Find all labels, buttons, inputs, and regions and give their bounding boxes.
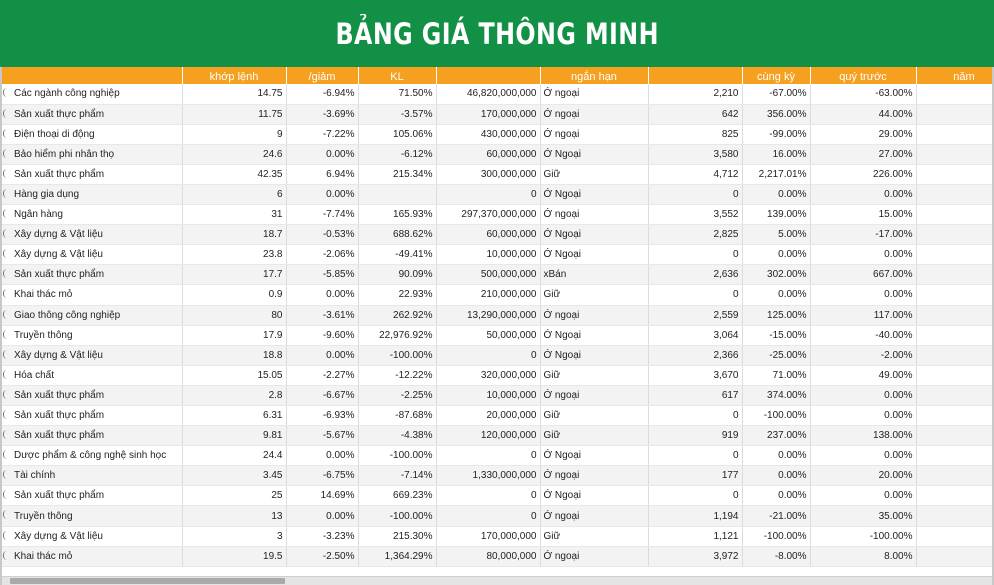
table-cell — [916, 546, 994, 566]
table-cell: 0 — [436, 345, 540, 365]
table-cell: -17.00% — [810, 225, 916, 245]
table-row[interactable] — [2, 466, 994, 486]
industry-cell: Sản xuất thực phẩm — [2, 426, 182, 446]
table-cell: 20.00% — [810, 466, 916, 486]
table-cell: 3,552 — [648, 205, 742, 225]
table-cell — [916, 144, 994, 164]
table-cell: 0.00% — [286, 144, 358, 164]
industry-cell: Giao thông công nghiệp — [2, 305, 182, 325]
table-cell: 13 — [182, 506, 286, 526]
table-cell: 1,330,000,000 — [436, 466, 540, 486]
table-cell: 24.6 — [182, 144, 286, 164]
table-cell: -12.22% — [358, 365, 436, 385]
table-cell: 2,636 — [648, 265, 742, 285]
table-cell: 0 — [648, 486, 742, 506]
table-cell: 374.00% — [742, 385, 810, 405]
table-cell: 20,000,000 — [436, 406, 540, 426]
table-cell: -100.00% — [358, 506, 436, 526]
table-cell: 177 — [648, 466, 742, 486]
table-row[interactable] — [2, 305, 994, 325]
recommendation-cell: Ớ Ngoại — [540, 345, 648, 365]
recommendation-cell: Ớ ngoại — [540, 546, 648, 566]
recommendation-cell: Ớ Ngoại — [540, 486, 648, 506]
table-cell: 3,972 — [648, 546, 742, 566]
table-row[interactable] — [2, 446, 994, 466]
table-row[interactable] — [2, 184, 994, 204]
table-cell: 22.93% — [358, 285, 436, 305]
table-cell — [916, 345, 994, 365]
table-cell: 17.7 — [182, 265, 286, 285]
table-cell: -5.67% — [286, 426, 358, 446]
table-cell: -87.68% — [358, 406, 436, 426]
table-cell: -2.00% — [810, 345, 916, 365]
table-cell: 210,000,000 — [436, 285, 540, 305]
recommendation-cell: Ớ Ngoại — [540, 225, 648, 245]
table-cell: 0.00% — [742, 184, 810, 204]
table-cell: 3,064 — [648, 325, 742, 345]
table-cell: 0.00% — [810, 486, 916, 506]
table-cell: 13,290,000,000 — [436, 305, 540, 325]
table-cell: 0.00% — [810, 245, 916, 265]
table-cell: 2,825 — [648, 225, 742, 245]
table-cell: 50,000,000 — [436, 325, 540, 345]
recommendation-cell: Ớ ngoại — [540, 506, 648, 526]
table-cell: 80,000,000 — [436, 546, 540, 566]
table-row[interactable] — [2, 205, 994, 225]
table-cell: -9.60% — [286, 325, 358, 345]
table-cell: 0 — [436, 486, 540, 506]
table-cell: 688.62% — [358, 225, 436, 245]
table-cell: 0.00% — [286, 184, 358, 204]
table-cell: 300,000,000 — [436, 164, 540, 184]
table-cell — [916, 225, 994, 245]
table-cell — [916, 184, 994, 204]
recommendation-cell: Giữ — [540, 406, 648, 426]
table-cell: -49.41% — [358, 245, 436, 265]
table-cell: 617 — [648, 385, 742, 405]
table-cell — [916, 265, 994, 285]
industry-cell: Sản xuất thực phẩm — [2, 265, 182, 285]
recommendation-cell: Giữ — [540, 365, 648, 385]
table-cell: 0 — [648, 285, 742, 305]
table-cell: 0 — [648, 245, 742, 265]
table-cell: 0 — [436, 446, 540, 466]
table-cell: 0 — [648, 446, 742, 466]
industry-cell: Tài chính — [2, 466, 182, 486]
table-cell: -5.85% — [286, 265, 358, 285]
table-cell — [916, 365, 994, 385]
recommendation-cell: Ớ Ngoại — [540, 144, 648, 164]
table-cell — [916, 406, 994, 426]
table-cell: -6.75% — [286, 466, 358, 486]
table-cell: 25 — [182, 486, 286, 506]
column-header[interactable]: quý trước — [810, 67, 916, 84]
industry-cell: Khai thác mỏ — [2, 285, 182, 305]
table-cell: 2,559 — [648, 305, 742, 325]
table-cell — [916, 526, 994, 546]
table-cell: 2.8 — [182, 385, 286, 405]
table-cell: 5.00% — [742, 225, 810, 245]
industry-cell: Sản xuất thực phẩm — [2, 486, 182, 506]
recommendation-cell: Ớ ngoại — [540, 385, 648, 405]
table-cell: 71.00% — [742, 365, 810, 385]
table-row[interactable] — [2, 285, 994, 305]
table-cell: -4.38% — [358, 426, 436, 446]
table-cell: 16.00% — [742, 144, 810, 164]
table-cell — [916, 124, 994, 144]
table-cell: 302.00% — [742, 265, 810, 285]
table-cell: 215.34% — [358, 164, 436, 184]
table-cell: -8.00% — [742, 546, 810, 566]
horizontal-scrollbar[interactable] — [2, 576, 994, 585]
table-row[interactable] — [2, 406, 994, 426]
table-cell: 10,000,000 — [436, 245, 540, 265]
table-cell: -3.61% — [286, 305, 358, 325]
table-cell: 18.8 — [182, 345, 286, 365]
table-cell: 2,210 — [648, 84, 742, 104]
column-header[interactable] — [2, 67, 182, 84]
table-cell: 60,000,000 — [436, 144, 540, 164]
table-cell: 0.00% — [742, 245, 810, 265]
industry-cell: Hàng gia dụng — [2, 184, 182, 204]
table-row[interactable] — [2, 84, 994, 104]
table-cell: -3.69% — [286, 104, 358, 124]
table-cell: -7.14% — [358, 466, 436, 486]
table-row[interactable] — [2, 385, 994, 405]
table-header — [2, 67, 994, 84]
table-cell: 0.9 — [182, 285, 286, 305]
table-cell: 90.09% — [358, 265, 436, 285]
table-row[interactable] — [2, 225, 994, 245]
industry-cell: Ngân hàng — [2, 205, 182, 225]
table-row[interactable] — [2, 345, 994, 365]
recommendation-cell: Ớ ngoại — [540, 205, 648, 225]
table-cell: -2.27% — [286, 365, 358, 385]
table-cell: -0.53% — [286, 225, 358, 245]
recommendation-cell: Ớ Ngoại — [540, 184, 648, 204]
table-cell: 8.00% — [810, 546, 916, 566]
table-cell: 0.00% — [742, 285, 810, 305]
table-cell: 297,370,000,000 — [436, 205, 540, 225]
table-cell: -2.50% — [286, 546, 358, 566]
table-cell — [358, 184, 436, 204]
table-cell — [916, 506, 994, 526]
table-cell: -6.93% — [286, 406, 358, 426]
table-cell: 0.00% — [742, 466, 810, 486]
column-header[interactable]: năm — [916, 67, 994, 84]
recommendation-cell: Giữ — [540, 164, 648, 184]
table-cell: -100.00% — [742, 526, 810, 546]
table-cell: 6.31 — [182, 406, 286, 426]
table-cell: 105.06% — [358, 124, 436, 144]
industry-cell: Xây dựng & Vật liệu — [2, 345, 182, 365]
table-cell: 14.75 — [182, 84, 286, 104]
table-cell: 0 — [436, 506, 540, 526]
table-cell — [916, 426, 994, 446]
table-cell: -7.74% — [286, 205, 358, 225]
industry-cell: Hóa chất — [2, 365, 182, 385]
industry-cell: Truyền thông — [2, 325, 182, 345]
table-cell: 215.30% — [358, 526, 436, 546]
table-row[interactable] — [2, 144, 994, 164]
table-cell — [916, 104, 994, 124]
industry-cell: Dược phẩm & công nghệ sinh học — [2, 446, 182, 466]
table-cell: 165.93% — [358, 205, 436, 225]
table-cell: 919 — [648, 426, 742, 446]
table-cell: 356.00% — [742, 104, 810, 124]
industry-cell: Các ngành công nghiệp — [2, 84, 182, 104]
recommendation-cell: Ớ Ngoại — [540, 325, 648, 345]
table-cell: 0.00% — [810, 406, 916, 426]
table-cell: -6.67% — [286, 385, 358, 405]
table-cell: 24.4 — [182, 446, 286, 466]
table-cell — [916, 245, 994, 265]
table-row[interactable] — [2, 325, 994, 345]
table-cell: 6 — [182, 184, 286, 204]
table-cell — [916, 466, 994, 486]
table-cell: 19.5 — [182, 546, 286, 566]
table-cell: 3 — [182, 526, 286, 546]
table-cell: 669.23% — [358, 486, 436, 506]
table-cell: 3,670 — [648, 365, 742, 385]
recommendation-cell: Ớ ngoại — [540, 124, 648, 144]
table-cell: 0.00% — [810, 385, 916, 405]
table-cell: 825 — [648, 124, 742, 144]
table-cell: 9.81 — [182, 426, 286, 446]
table-cell — [916, 205, 994, 225]
table-cell: 60,000,000 — [436, 225, 540, 245]
table-row[interactable] — [2, 164, 994, 184]
table-row[interactable] — [2, 546, 994, 566]
table-cell: -25.00% — [742, 345, 810, 365]
table-cell: 0.00% — [286, 506, 358, 526]
table-cell: 0.00% — [810, 285, 916, 305]
table-cell: 667.00% — [810, 265, 916, 285]
scrollbar-thumb[interactable] — [10, 578, 285, 584]
table-cell: 320,000,000 — [436, 365, 540, 385]
table-cell: 22,976.92% — [358, 325, 436, 345]
industry-cell: Khai thác mỏ — [2, 546, 182, 566]
table-cell: 1,121 — [648, 526, 742, 546]
table-cell: 80 — [182, 305, 286, 325]
table-row[interactable] — [2, 486, 994, 506]
table-cell: -100.00% — [742, 406, 810, 426]
table-cell: 17.9 — [182, 325, 286, 345]
table-cell: 23.8 — [182, 245, 286, 265]
table-cell: -15.00% — [742, 325, 810, 345]
table-cell: 0 — [436, 184, 540, 204]
table-cell — [916, 486, 994, 506]
column-header[interactable] — [648, 67, 742, 84]
table-cell: 29.00% — [810, 124, 916, 144]
industry-cell: Xây dựng & Vật liệu — [2, 245, 182, 265]
table-cell: 0.00% — [286, 345, 358, 365]
industry-cell: Truyền thông — [2, 506, 182, 526]
column-header[interactable]: /giảm — [286, 67, 358, 84]
recommendation-cell: Ớ ngoại — [540, 305, 648, 325]
recommendation-cell: Giữ — [540, 285, 648, 305]
table-cell: 0.00% — [742, 446, 810, 466]
table-cell: -100.00% — [358, 446, 436, 466]
table-cell: -2.25% — [358, 385, 436, 405]
table-cell — [916, 385, 994, 405]
industry-cell: Xây dựng & Vật liệu — [2, 225, 182, 245]
table-cell: 170,000,000 — [436, 104, 540, 124]
table-cell: 237.00% — [742, 426, 810, 446]
table-cell: 2,366 — [648, 345, 742, 365]
table-cell: 35.00% — [810, 506, 916, 526]
table-cell: -99.00% — [742, 124, 810, 144]
recommendation-cell: xBán — [540, 265, 648, 285]
title-banner — [0, 0, 994, 67]
table-cell: 262.92% — [358, 305, 436, 325]
table-cell: 120,000,000 — [436, 426, 540, 446]
table-cell: 15.00% — [810, 205, 916, 225]
table-cell: 139.00% — [742, 205, 810, 225]
table-row[interactable] — [2, 506, 994, 526]
header-row — [2, 67, 994, 84]
table-cell: 3.45 — [182, 466, 286, 486]
recommendation-cell: Giữ — [540, 426, 648, 446]
column-header[interactable]: cùng kỳ — [742, 67, 810, 84]
table-cell: 0.00% — [810, 184, 916, 204]
table-cell: -40.00% — [810, 325, 916, 345]
table-cell: 27.00% — [810, 144, 916, 164]
table-cell: 125.00% — [742, 305, 810, 325]
industry-cell: Sản xuất thực phẩm — [2, 406, 182, 426]
table-cell: 15.05 — [182, 365, 286, 385]
table-cell — [916, 305, 994, 325]
table-row[interactable] — [2, 245, 994, 265]
industry-cell: Sản xuất thực phẩm — [2, 104, 182, 124]
table-cell: 0.00% — [742, 486, 810, 506]
table-cell: 71.50% — [358, 84, 436, 104]
table-cell: 42.35 — [182, 164, 286, 184]
recommendation-cell: Giữ — [540, 526, 648, 546]
table-row[interactable] — [2, 365, 994, 385]
industry-cell: Bảo hiểm phi nhân thọ — [2, 144, 182, 164]
industry-cell: Điện thoại di động — [2, 124, 182, 144]
table-cell: -6.12% — [358, 144, 436, 164]
table-cell: 226.00% — [810, 164, 916, 184]
table-row[interactable] — [2, 526, 994, 546]
table-cell: 4,712 — [648, 164, 742, 184]
table-cell — [916, 325, 994, 345]
table-cell: 0.00% — [810, 446, 916, 466]
table-cell: 642 — [648, 104, 742, 124]
table-cell: 117.00% — [810, 305, 916, 325]
table-cell: -3.23% — [286, 526, 358, 546]
table-cell: -6.94% — [286, 84, 358, 104]
column-header[interactable]: ngắn hạn — [540, 67, 648, 84]
table-row[interactable] — [2, 265, 994, 285]
table-cell: 1,364.29% — [358, 546, 436, 566]
table-cell: 9 — [182, 124, 286, 144]
recommendation-cell: Ớ ngoại — [540, 84, 648, 104]
table-cell — [916, 164, 994, 184]
table-cell: 0 — [648, 406, 742, 426]
table-cell: -3.57% — [358, 104, 436, 124]
table-cell — [916, 446, 994, 466]
table-cell: -21.00% — [742, 506, 810, 526]
table-cell: 6.94% — [286, 164, 358, 184]
table-cell: -7.22% — [286, 124, 358, 144]
price-board-sheet[interactable] — [0, 67, 994, 585]
table-row[interactable] — [2, 104, 994, 124]
price-table — [2, 67, 994, 567]
table-body — [2, 84, 994, 566]
column-header[interactable] — [436, 67, 540, 84]
table-cell: -100.00% — [810, 526, 916, 546]
table-cell: 3,580 — [648, 144, 742, 164]
table-cell: 18.7 — [182, 225, 286, 245]
page-title: BẢNG GIÁ THÔNG MINH — [335, 16, 659, 51]
table-cell: -67.00% — [742, 84, 810, 104]
table-cell: 0 — [648, 184, 742, 204]
table-cell — [916, 84, 994, 104]
table-cell: 11.75 — [182, 104, 286, 124]
table-cell: -2.06% — [286, 245, 358, 265]
table-cell: 1,194 — [648, 506, 742, 526]
table-cell: 500,000,000 — [436, 265, 540, 285]
recommendation-cell: Ớ Ngoại — [540, 446, 648, 466]
industry-cell: Sản xuất thực phẩm — [2, 164, 182, 184]
table-row[interactable] — [2, 124, 994, 144]
table-cell — [916, 285, 994, 305]
industry-cell: Sản xuất thực phẩm — [2, 385, 182, 405]
table-cell: 430,000,000 — [436, 124, 540, 144]
table-cell: 2,217.01% — [742, 164, 810, 184]
table-cell: 44.00% — [810, 104, 916, 124]
table-cell: 46,820,000,000 — [436, 84, 540, 104]
industry-cell: Xây dựng & Vật liệu — [2, 526, 182, 546]
table-cell: 49.00% — [810, 365, 916, 385]
table-cell: 31 — [182, 205, 286, 225]
table-cell: 0.00% — [286, 446, 358, 466]
table-cell: 0.00% — [286, 285, 358, 305]
recommendation-cell: Ớ ngoại — [540, 104, 648, 124]
column-header[interactable]: khớp lệnh — [182, 67, 286, 84]
table-row[interactable] — [2, 426, 994, 446]
table-cell: 170,000,000 — [436, 526, 540, 546]
recommendation-cell: Ớ Ngoại — [540, 245, 648, 265]
recommendation-cell: Ớ ngoại — [540, 466, 648, 486]
table-cell: 14.69% — [286, 486, 358, 506]
table-cell: 10,000,000 — [436, 385, 540, 405]
column-header[interactable]: KL — [358, 67, 436, 84]
table-cell: -63.00% — [810, 84, 916, 104]
table-cell: 138.00% — [810, 426, 916, 446]
table-cell: -100.00% — [358, 345, 436, 365]
